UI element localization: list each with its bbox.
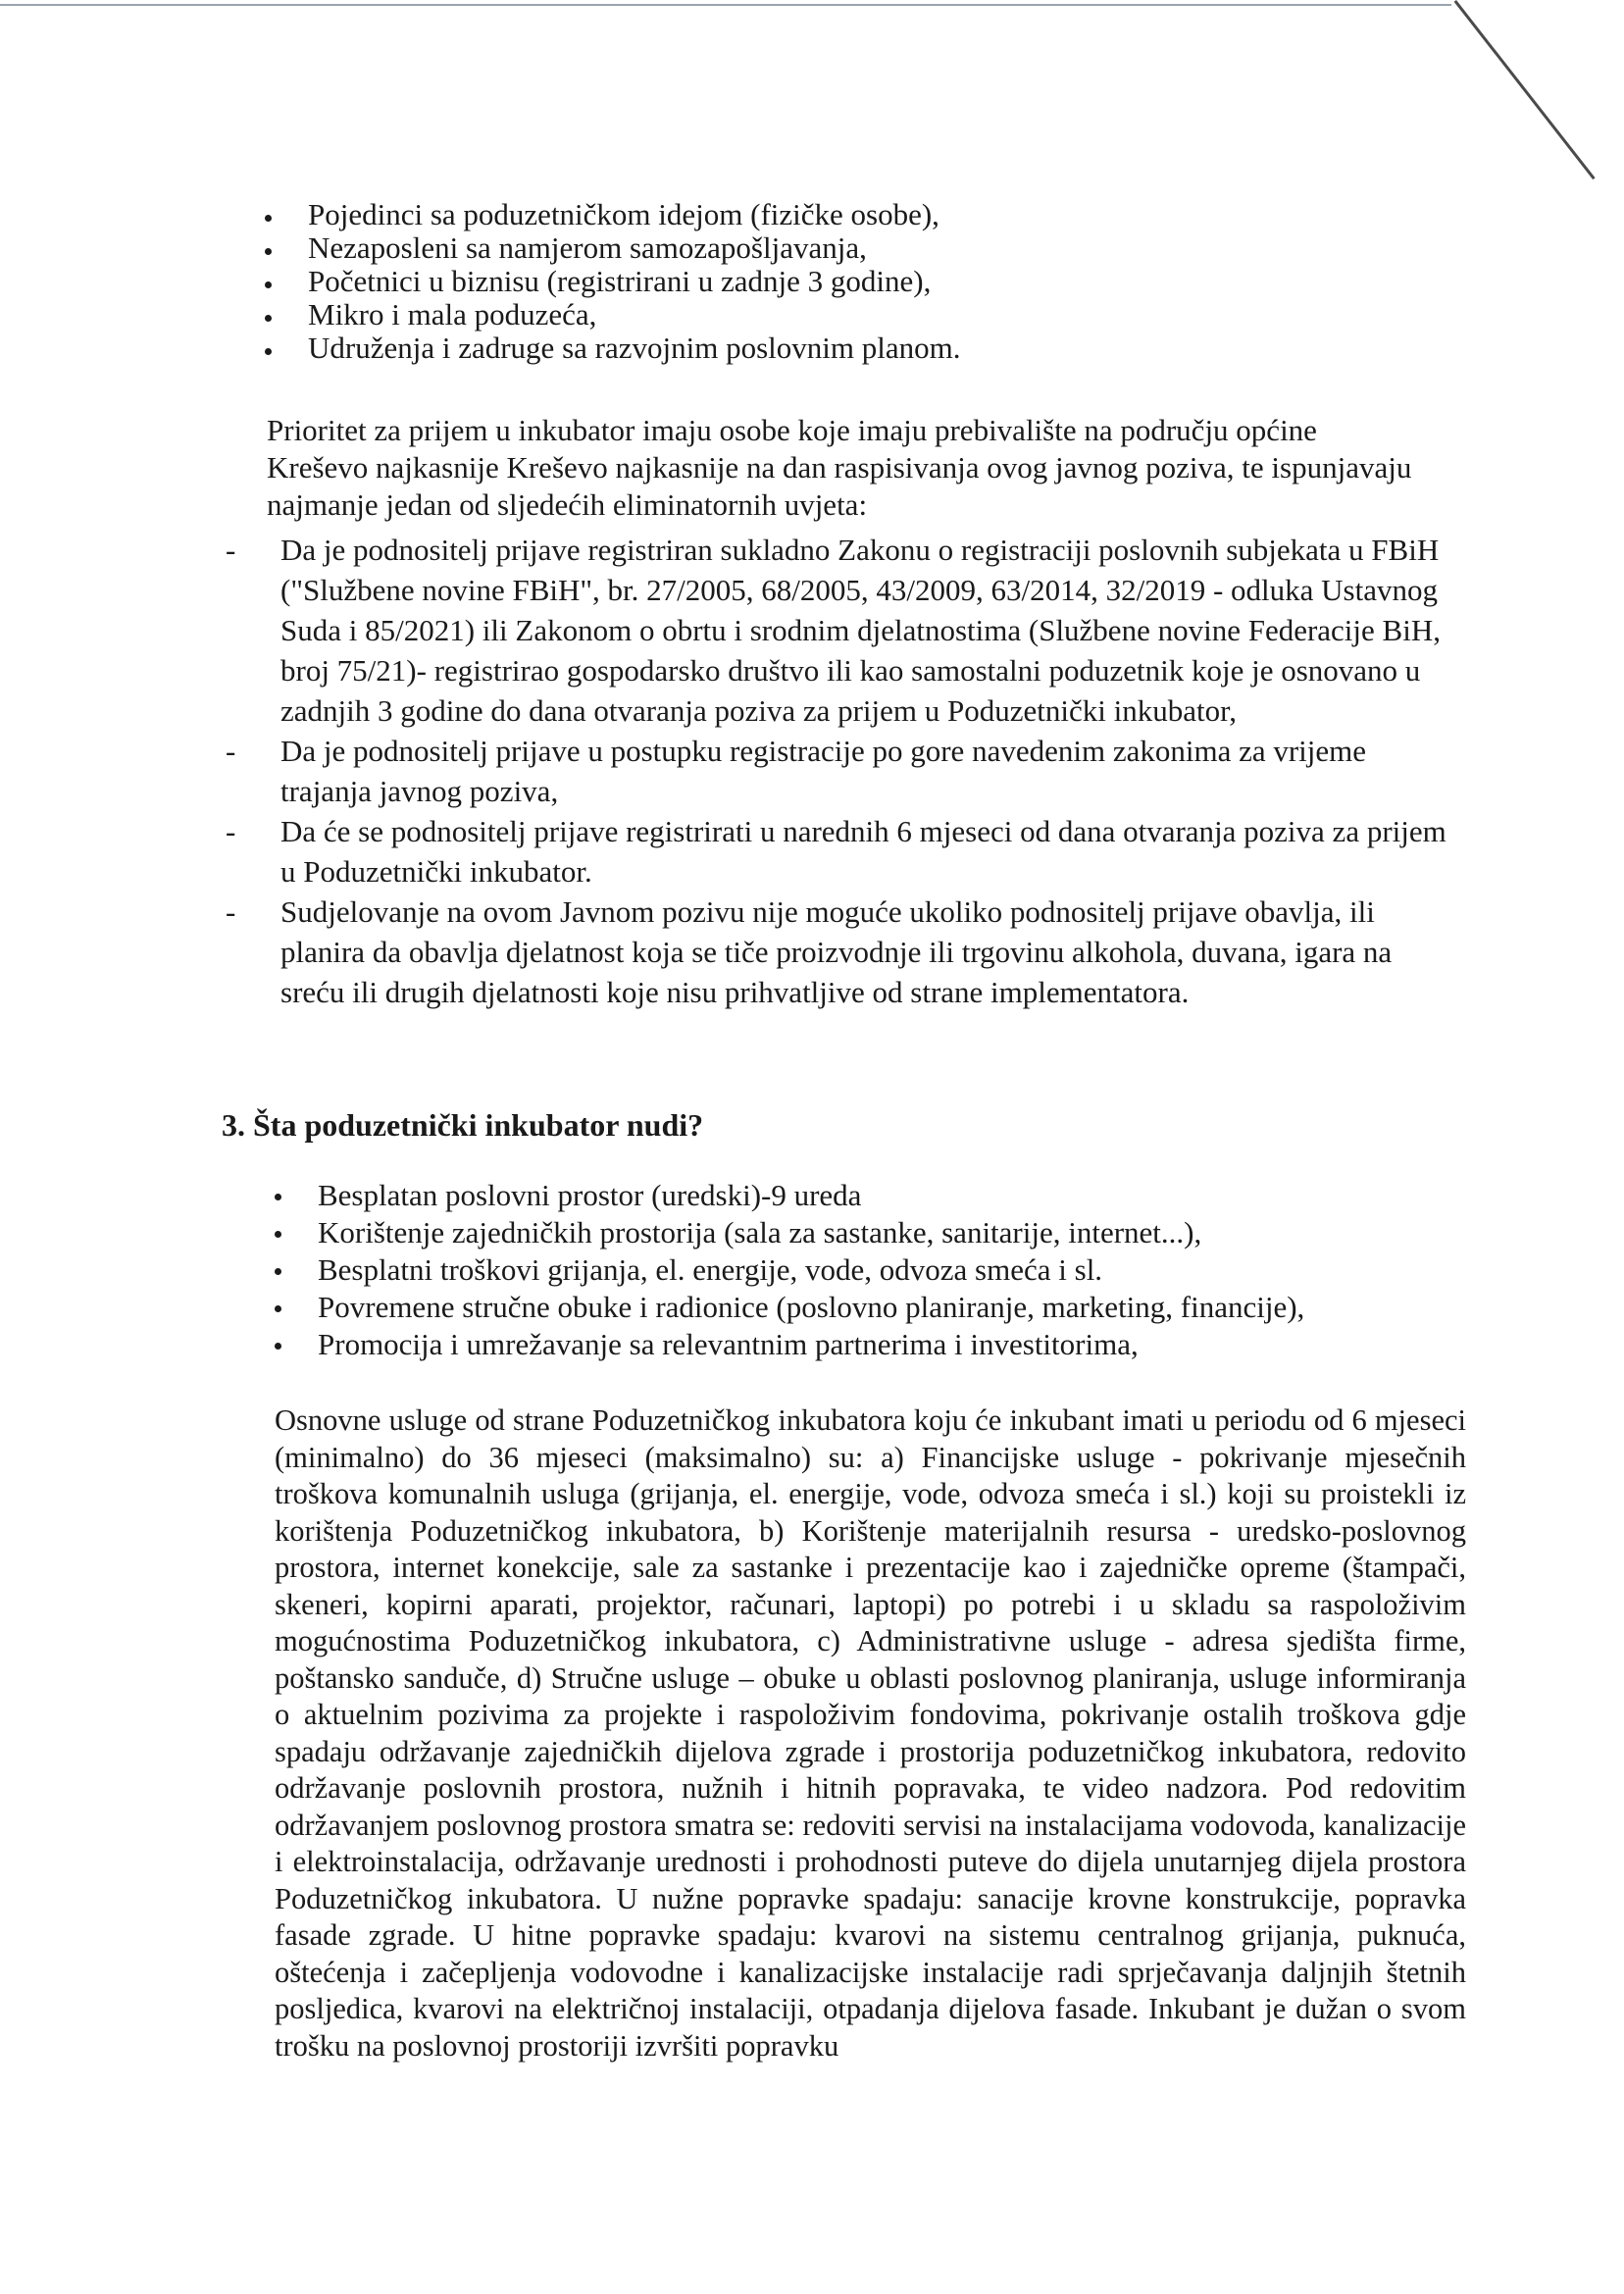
list-item: Promocija i umrežavanje sa relevantnim partnerima i investitorima, xyxy=(267,1326,1444,1363)
list-item: - Sudjelovanje na ovom Javnom pozivu nije moguće ukoliko podnositelj prijave obavlja, ili planira da obavlja djelatnost koja se tiče proizvodnje ili trgovinu alkohola, duvana, igara na sreću ili drugih djelatnosti koje nisu prihvatljive od strane implementatora. xyxy=(231,892,1453,1012)
priority-paragraph: Prioritet za prijem u inkubator imaju osobe koje imaju prebivalište na području općine Kreševo najkasnije Kreševo najkasnije na dan raspisivanja ovog javnog poziva, te ispunjavaju najmanje jedan od sljedećih eliminatornih uvjeta: xyxy=(267,413,1412,522)
list-item: Mikro i mala poduzeća, xyxy=(257,298,1434,331)
list-item: Besplatni troškovi grijanja, el. energije, vode, odvoza smeća i sl. xyxy=(267,1251,1444,1289)
list-item: Pojedinci sa poduzetničkom idejom (fizičke osobe), xyxy=(257,198,1434,231)
list-item: Početnici u biznisu (registrirani u zadnje 3 godine), xyxy=(257,265,1434,298)
list-item: Udruženja i zadruge sa razvojnim poslovnim planom. xyxy=(257,331,1434,365)
list-item: Nezaposleni sa namjerom samozapošljavanja, xyxy=(257,231,1434,265)
services-paragraph: Osnovne usluge od strane Poduzetničkog inkubatora koju će inkubant imati u periodu od 6 mjeseci (minimalno) do 36 mjeseci (maksimalno) su: a) Financijske usluge - pokrivanje mjesečnih troškova komunalnih usluga (grijanja, el. energije, vode, odvoza smeća i sl.) koji su proistekli iz korištenja Poduzetničkog inkubatora, b) Korištenje materijalnih resursa - uredsko-poslovnog prostora, internet konekcije, sale za sastanke i prezentacije kao i zajedničke opreme (štampači, skeneri, kopirni aparati, projektor, računari, laptopi) po potrebi i u skladu sa raspoloživim mogućnostima Poduzetničkog inkubatora, c) Administrativne usluge - adresa sjedišta firme, poštansko sandučе, d) Stručne usluge – obuke u oblasti poslovnog planiranja, usluge informiranja o aktuelnim pozivima za projekte i raspoloživim fondovima, pokrivanje ostalih troškova gdje spadaju održavanje zajedničkih dijelova zgrade i prostorija poduzetničkog inkubatora, redovito održavanje poslovnih prostora, nužnih i hitnih popravaka, te video nadzora. Pod redovitim održavanjem poslovnog prostora smatra se: redoviti servisi na instalacijama vodovoda, kanalizacije i elektroinstalacija, održavanje urednosti i prohodnosti puteve do dijela unutarnjeg dijela prostora Poduzetničkog inkubatora. U nužne popravke spadaju: sanacije krovne konstrukcije, popravka fasade zgrade. U hitne popravke spadaju: kvarovi na sistemu centralnog grijanja, puknuća, oštećenja i začepljenja vodovodne i kanalizacijske instalacije radi sprječavanja daljnjih štetnih posljedica, kvarovi na električnoj instalaciji, otpadanja dijelova fasade. Inkubant je dužan o svom trošku na poslovnoj prostoriji izvršiti popravku xyxy=(275,1403,1466,2063)
list-item: - Da je podnositelj prijave u postupku registracije po gore navedenim zakonima za vrijeme trajanja javnog poziva, xyxy=(231,731,1453,811)
section-heading: 3. Šta poduzetnički inkubator nudi? xyxy=(222,1107,704,1143)
offer-list xyxy=(267,1177,1444,1363)
conditions-list xyxy=(231,530,1453,1012)
list-item: - Da će se podnositelj prijave registrirati u narednih 6 mjeseci od dana otvaranja poziva za prijem u Poduzetnički inkubator. xyxy=(231,811,1453,892)
list-item: Korištenje zajedničkih prostorija (sala za sastanke, sanitarije, internet...), xyxy=(267,1214,1444,1251)
list-item: Povremene stručne obuke i radionice (poslovno planiranje, marketing, financije), xyxy=(267,1289,1444,1326)
list-item: - Da je podnositelj prijave registriran sukladno Zakonu o registraciji poslovnih subjekata u FBiH ("Službene novine FBiH", br. 27/2005, 68/2005, 43/2009, 63/2014, 32/2019 - odluka Ustavnog Suda i 85/2021) ili Zakonom o obrtu i srodnim djelatnostima (Službene novine Federacije BiH, broj 75/21)- registrirao gospodarsko društvo ili kao samostalni poduzetnik koje je osnovano u zadnjih 3 godine do dana otvaranja poziva za prijem u Poduzetnički inkubator, xyxy=(231,530,1453,731)
list-item: Besplatan poslovni prostor (uredski)-9 ureda xyxy=(267,1177,1444,1214)
eligible-applicants-list xyxy=(257,198,1434,365)
